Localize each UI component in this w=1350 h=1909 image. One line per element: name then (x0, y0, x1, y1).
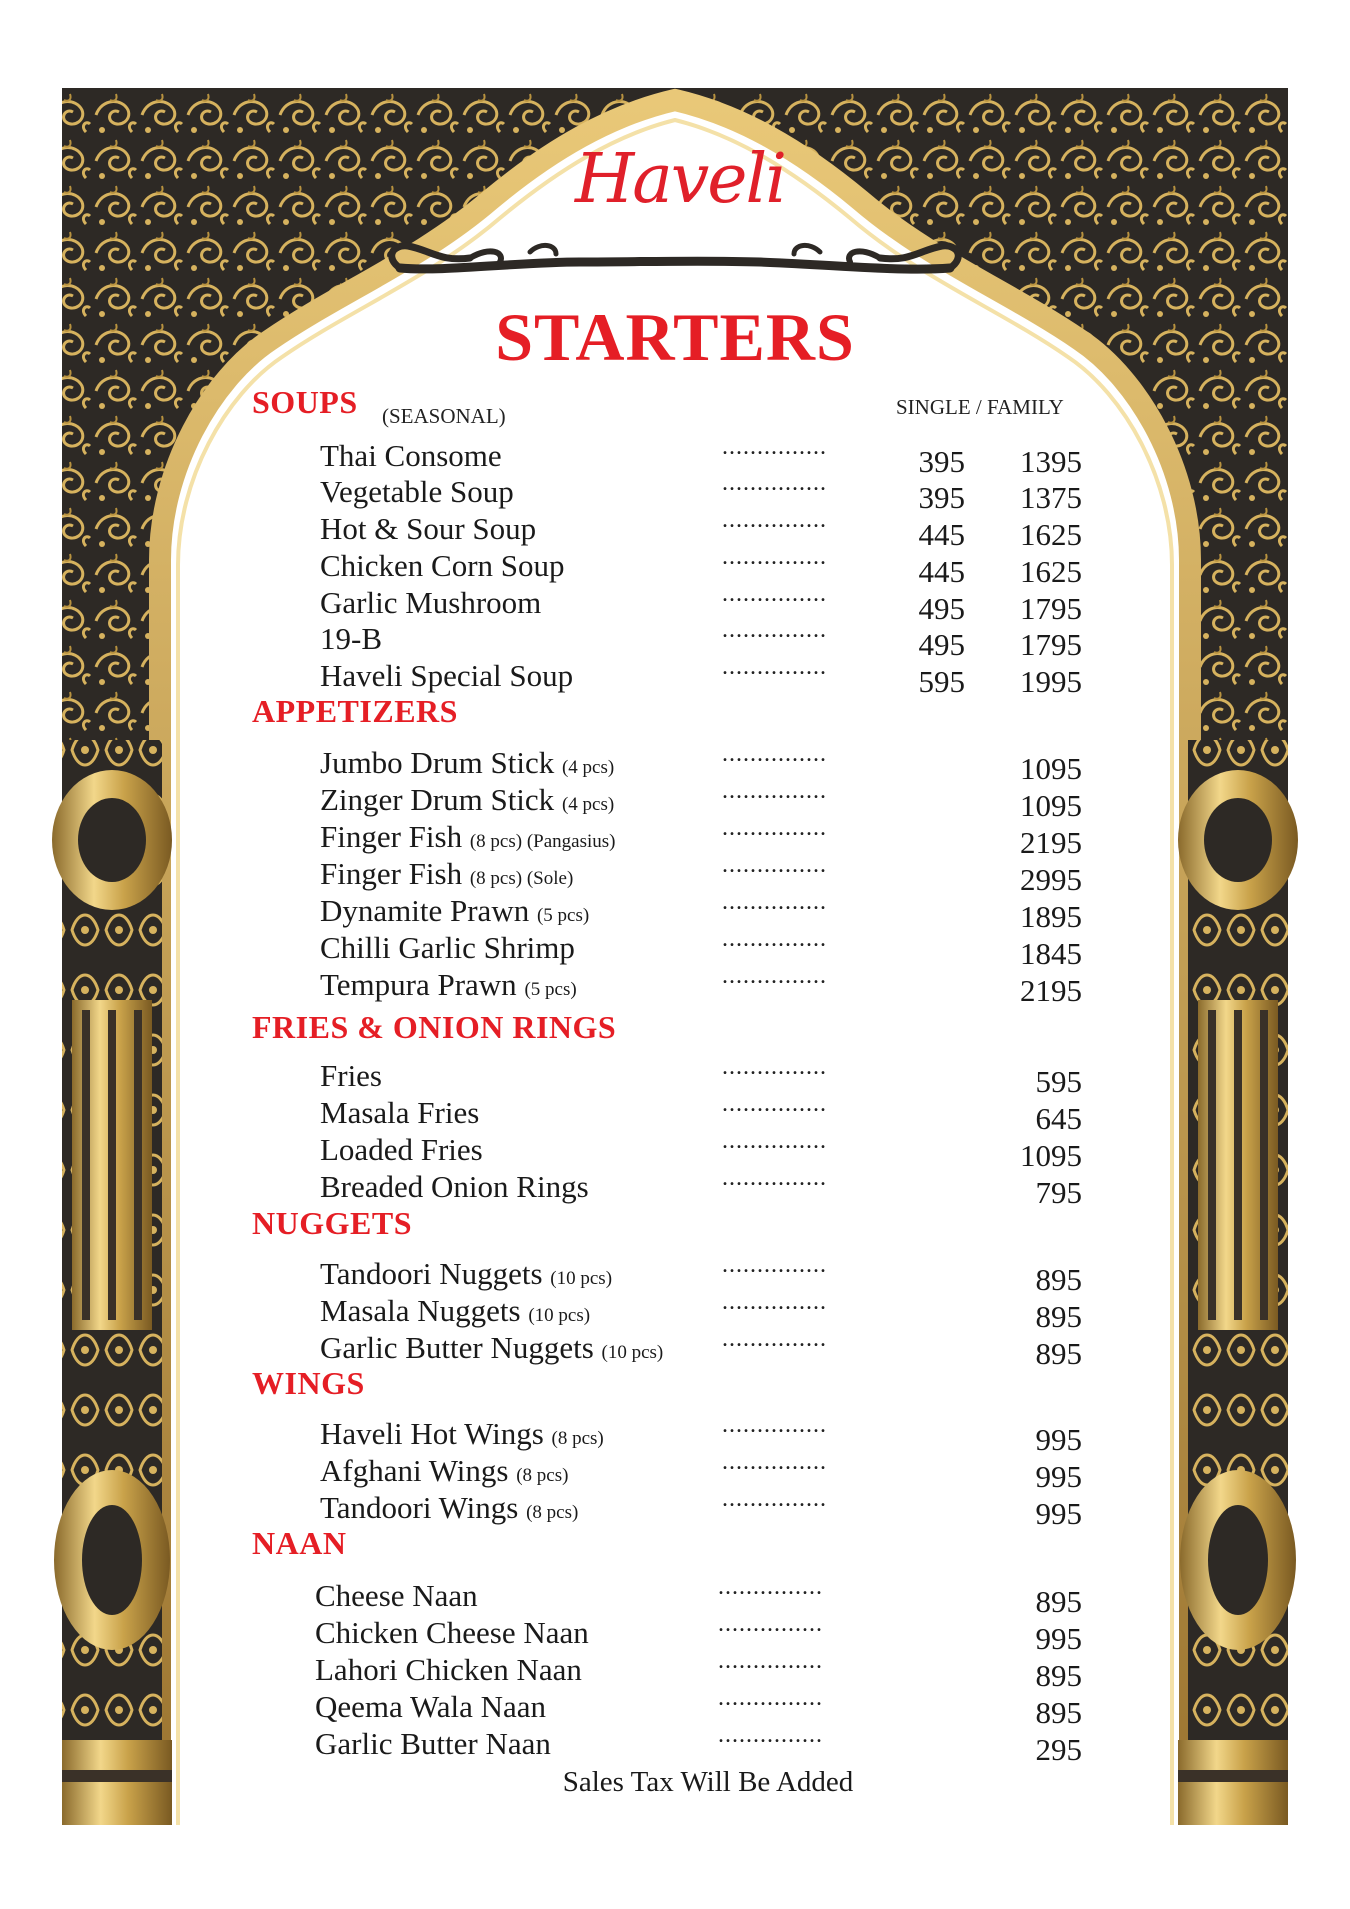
family-price: 1995 (1020, 664, 1082, 699)
family-price: 1375 (1020, 480, 1082, 515)
menu-item-row (0, 1165, 1350, 1210)
item-detail: (8 pcs) (Pangasius) (469, 831, 616, 852)
price: 2195 (1020, 825, 1082, 860)
item-name-text: Qeema Wala Naan (315, 1689, 547, 1724)
menu-item-name (315, 1615, 589, 1651)
menu-item-row (0, 1611, 1350, 1656)
menu-item-name (320, 1293, 590, 1329)
leader-dots: ............... (722, 852, 827, 878)
price: 2195 (1020, 973, 1082, 1008)
menu-item-name (320, 474, 514, 510)
item-name-text: Afghani Wings (320, 1453, 509, 1488)
family-price: 1625 (1020, 517, 1082, 552)
item-name-text: Finger Fish (320, 856, 463, 891)
menu-item-name (320, 782, 614, 818)
item-name-text: Chilli Garlic Shrimp (320, 930, 575, 965)
menu-item-row (0, 1128, 1350, 1173)
menu-item-name (320, 819, 616, 855)
menu-item-row (0, 1449, 1350, 1494)
menu-item-row (0, 1648, 1350, 1693)
leader-dots: ............... (722, 815, 827, 841)
menu-item-row (0, 1252, 1350, 1297)
menu-item-name (320, 930, 575, 966)
menu-item-name (320, 548, 565, 584)
menu-item-name (315, 1652, 582, 1688)
page-title: STARTERS (495, 299, 855, 375)
price: 995 (1035, 1459, 1082, 1494)
item-name-text: Breaded Onion Rings (320, 1169, 589, 1204)
leader-dots: ............... (718, 1685, 823, 1711)
menu-item-name (320, 621, 382, 657)
leader-dots: ............... (722, 889, 827, 915)
item-name-text: Hot & Sour Soup (320, 511, 537, 546)
menu-item-name (320, 1058, 382, 1094)
leader-dots: ............... (722, 1289, 827, 1315)
section-heading: APPETIZERS (252, 693, 458, 729)
leader-dots: ............... (722, 581, 827, 607)
leader-dots: ............... (722, 741, 827, 767)
menu-item-name (320, 1453, 568, 1489)
menu-item-row (0, 617, 1350, 662)
menu-item-row (0, 1412, 1350, 1457)
single-price: 395 (918, 480, 965, 515)
item-name-text: Lahori Chicken Naan (315, 1652, 582, 1687)
menu-item-name (320, 967, 577, 1003)
item-name-text: Masala Nuggets (320, 1293, 521, 1328)
price: 895 (1035, 1584, 1082, 1619)
price: 595 (1035, 1064, 1082, 1099)
price: 995 (1035, 1422, 1082, 1457)
item-detail: (4 pcs) (561, 757, 615, 778)
single-price: 495 (918, 627, 965, 662)
price: 995 (1035, 1621, 1082, 1656)
menu-item-row (0, 741, 1350, 786)
leader-dots: ............... (722, 963, 827, 989)
menu-item-name (320, 856, 573, 892)
leader-dots: ............... (722, 1165, 827, 1191)
section-heading: FRIES & ONION RINGS (252, 1009, 617, 1045)
item-name-text: Finger Fish (320, 819, 463, 854)
item-detail: (8 pcs) (526, 1502, 579, 1523)
item-name-text: Chicken Cheese Naan (315, 1615, 589, 1650)
menu-item-name (320, 1416, 604, 1452)
item-name-text: Tandoori Nuggets (320, 1256, 543, 1291)
single-price: 595 (918, 664, 965, 699)
menu-item-row (0, 544, 1350, 589)
menu-item-row (0, 581, 1350, 626)
menu-item-name (315, 1726, 551, 1762)
price: 1095 (1020, 788, 1082, 823)
leader-dots: ............... (718, 1574, 823, 1600)
menu-item-row (0, 1722, 1350, 1767)
leader-dots: ............... (718, 1611, 823, 1637)
price: 295 (1035, 1732, 1082, 1767)
price: 1095 (1020, 1138, 1082, 1173)
menu-item-row (0, 1289, 1350, 1334)
menu-item-row (0, 1685, 1350, 1730)
item-name-text: Masala Fries (320, 1095, 480, 1130)
family-price: 1795 (1020, 591, 1082, 626)
family-price: 1795 (1020, 627, 1082, 662)
leader-dots: ............... (722, 1054, 827, 1080)
item-name-text: Cheese Naan (315, 1578, 478, 1613)
leader-dots: ............... (722, 544, 827, 570)
menu-item-row (0, 778, 1350, 823)
item-name-text: 19-B (320, 621, 382, 656)
menu-item-name (320, 1132, 483, 1168)
menu-item-row (0, 1574, 1350, 1619)
section-heading: NAAN (252, 1525, 347, 1561)
section-note: (SEASONAL) (382, 404, 506, 428)
item-name-text: Garlic Butter Naan (315, 1726, 551, 1761)
price: 645 (1035, 1101, 1082, 1136)
haveli-logo: Haveli (575, 140, 785, 219)
section-heading: SOUPS (252, 384, 358, 420)
leader-dots: ............... (722, 1091, 827, 1117)
item-detail: (4 pcs) (561, 794, 615, 815)
menu-item-row (0, 1054, 1350, 1099)
price: 895 (1035, 1695, 1082, 1730)
item-name-text: Vegetable Soup (320, 474, 514, 509)
item-name-text: Jumbo Drum Stick (320, 745, 555, 780)
item-name-text: Loaded Fries (320, 1132, 483, 1167)
price: 895 (1035, 1658, 1082, 1693)
menu-item-row (0, 852, 1350, 897)
menu-item-row (0, 507, 1350, 552)
menu-item-name (320, 893, 589, 929)
item-name-text: Tandoori Wings (320, 1490, 519, 1525)
price: 995 (1035, 1496, 1082, 1531)
item-name-text: Chicken Corn Soup (320, 548, 565, 583)
menu-item-name (320, 1330, 663, 1366)
leader-dots: ............... (722, 926, 827, 952)
menu-item-name (315, 1578, 478, 1614)
price: 895 (1035, 1262, 1082, 1297)
item-detail: (10 pcs) (528, 1305, 591, 1326)
leader-dots: ............... (722, 470, 827, 496)
price: 1895 (1020, 899, 1082, 934)
menu-item-name (315, 1689, 546, 1725)
item-detail: (8 pcs) (516, 1465, 569, 1486)
leader-dots: ............... (718, 1722, 823, 1748)
family-price: 1625 (1020, 554, 1082, 589)
leader-dots: ............... (722, 1252, 827, 1278)
price: 1845 (1020, 936, 1082, 971)
section-heading: WINGS (252, 1365, 365, 1401)
item-name-text: Zinger Drum Stick (320, 782, 555, 817)
price: 2995 (1020, 862, 1082, 897)
menu-item-row (0, 1326, 1350, 1371)
menu-item-name (320, 1490, 578, 1526)
item-detail: (8 pcs) (551, 1428, 604, 1449)
item-name-text: Haveli Hot Wings (320, 1416, 544, 1451)
item-detail: (10 pcs) (550, 1268, 613, 1289)
leader-dots: ............... (722, 617, 827, 643)
single-price: 395 (918, 444, 965, 479)
menu-item-row (0, 470, 1350, 515)
menu-item-name (320, 511, 536, 547)
item-detail: (5 pcs) (524, 979, 577, 1000)
item-name-text: Fries (320, 1058, 382, 1093)
leader-dots: ............... (722, 778, 827, 804)
leader-dots: ............... (722, 1128, 827, 1154)
menu-item-row (0, 926, 1350, 971)
item-name-text: Thai Consome (320, 438, 502, 473)
menu-item-name (320, 745, 614, 781)
menu-item-name (320, 438, 502, 474)
item-name-text: Dynamite Prawn (320, 893, 530, 928)
menu-item-name (320, 1256, 612, 1292)
single-price: 495 (918, 591, 965, 626)
menu-item-row (0, 1091, 1350, 1136)
leader-dots: ............... (722, 507, 827, 533)
menu-item-row (0, 889, 1350, 934)
menu-item-name (320, 585, 541, 621)
item-detail: (5 pcs) (536, 905, 590, 926)
leader-dots: ............... (718, 1648, 823, 1674)
price: 895 (1035, 1299, 1082, 1334)
leader-dots: ............... (722, 1326, 827, 1352)
item-detail: (8 pcs) (Sole) (469, 868, 574, 889)
menu-item-row (0, 654, 1350, 699)
item-name-text: Tempura Prawn (320, 967, 517, 1002)
item-detail: (10 pcs) (601, 1342, 664, 1363)
leader-dots: ............... (722, 1486, 827, 1512)
menu-item-row (0, 434, 1350, 479)
menu-item-row (0, 963, 1350, 1008)
single-price: 445 (918, 554, 965, 589)
price: 1095 (1020, 751, 1082, 786)
price: 795 (1035, 1175, 1082, 1210)
item-name-text: Haveli Special Soup (320, 658, 574, 693)
menu-item-row (0, 815, 1350, 860)
leader-dots: ............... (722, 654, 827, 680)
leader-dots: ............... (722, 434, 827, 460)
family-price: 1395 (1020, 444, 1082, 479)
menu-item-name (320, 658, 573, 694)
leader-dots: ............... (722, 1412, 827, 1438)
menu-item-name (320, 1095, 479, 1131)
price-column-header: SINGLE / FAMILY (896, 395, 1064, 419)
sales-tax-note: Sales Tax Will Be Added (562, 1766, 854, 1798)
price: 895 (1035, 1336, 1082, 1371)
menu-item-row (0, 1486, 1350, 1531)
leader-dots: ............... (722, 1449, 827, 1475)
item-name-text: Garlic Mushroom (320, 585, 542, 620)
menu-item-name (320, 1169, 589, 1205)
item-name-text: Garlic Butter Nuggets (320, 1330, 594, 1365)
section-heading: NUGGETS (252, 1205, 412, 1241)
single-price: 445 (918, 517, 965, 552)
